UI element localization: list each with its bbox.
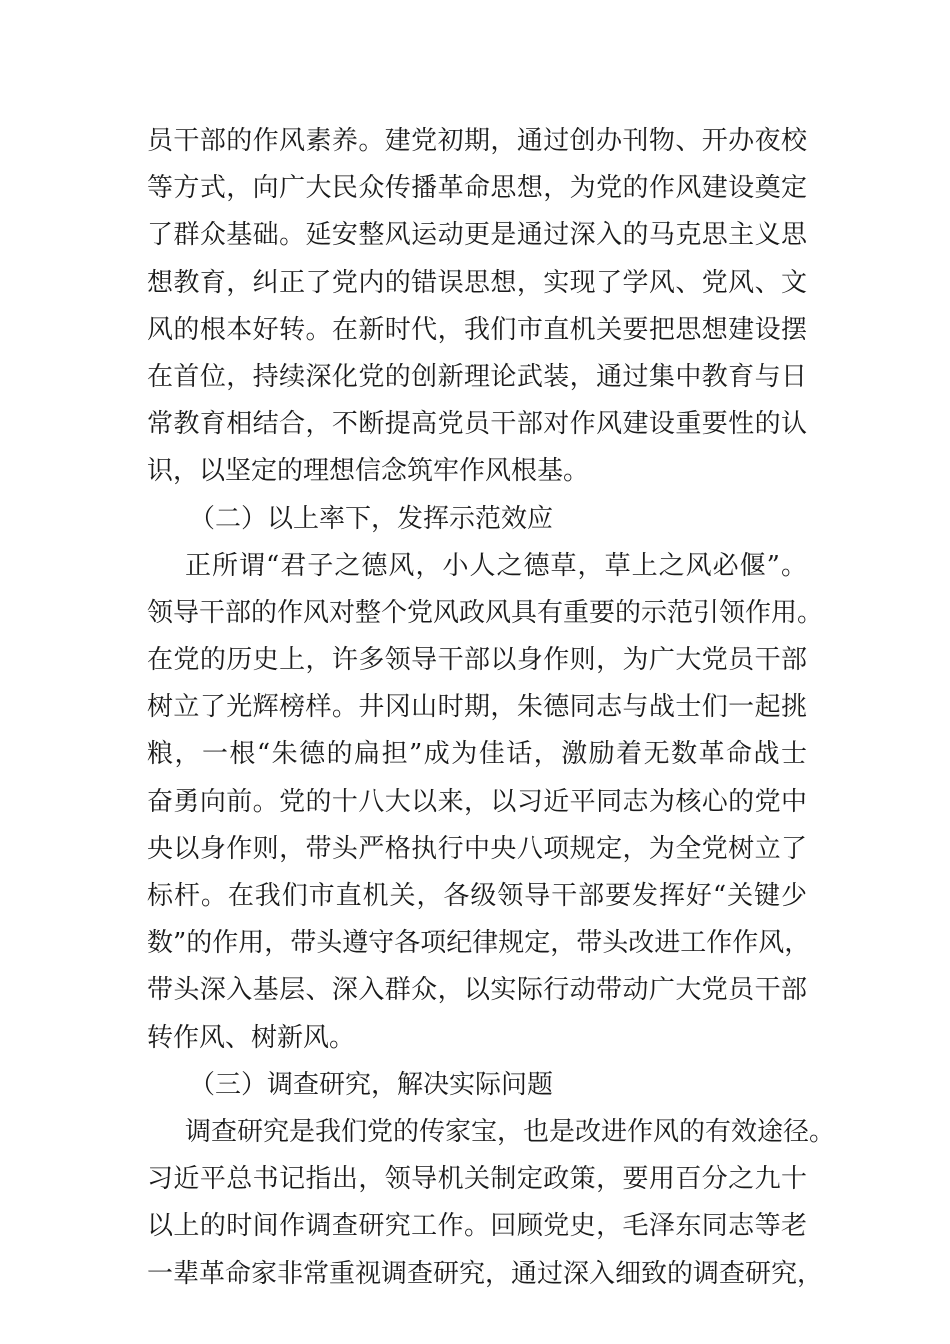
text-line: 带头深入基层、深入群众，以实际行动带动广大党员干部: [147, 975, 807, 1006]
text-line: 领导干部的作风对整个党风政风具有重要的示范引领作用。: [147, 597, 824, 628]
text-line: 识，以坚定的理想信念筑牢作风根基。: [147, 456, 590, 487]
text-line: 习近平总书记指出，领导机关制定政策，要用百分之九十: [147, 1164, 807, 1195]
text-line: 转作风、树新风。: [147, 1022, 356, 1053]
text-line: 标杆。在我们市直机关，各级领导干部要发挥好“关键少: [147, 881, 807, 911]
text-line: 以上的时间作调查研究工作。回顾党史，毛泽东同志等老: [147, 1211, 807, 1242]
section-heading: （二）以上率下，发挥示范效应: [189, 503, 554, 534]
text-line: 奋勇向前。党的十八大以来，以习近平同志为核心的党中: [147, 786, 807, 817]
section-heading: （三）调查研究，解决实际问题: [189, 1069, 554, 1100]
text-line: 想教育，纠正了党内的错误思想，实现了学风、党风、文: [147, 267, 807, 298]
text-line: 了群众基础。延安整风运动更是通过深入的马克思主义思: [147, 220, 807, 251]
text-line: 常教育相结合，不断提高党员干部对作风建设重要性的认: [147, 409, 807, 440]
text-line: 粮，一根“朱德的扁担”成为佳话，激励着无数革命战士: [147, 739, 807, 770]
text-line: 一辈革命家非常重视调查研究，通过深入细致的调查研究，: [147, 1258, 824, 1289]
text-line: 央以身作则，带头严格执行中央八项规定，为全党树立了: [147, 833, 807, 864]
text-line: 在首位，持续深化党的创新理论武装，通过集中教育与日: [147, 361, 807, 392]
document-body: [147, 118, 836, 1298]
text-line: 树立了光辉榜样。井冈山时期，朱德同志与战士们一起挑: [147, 692, 807, 723]
text-line: 等方式，向广大民众传播革命思想，为党的作风建设奠定: [147, 173, 807, 204]
text-line: 在党的历史上，许多领导干部以身作则，为广大党员干部: [147, 645, 807, 676]
text-line: 调查研究是我们党的传家宝，也是改进作风的有效途径。: [185, 1116, 836, 1147]
text-line: 数”的作用，带头遵守各项纪律规定，带头改进工作作风，: [147, 928, 811, 959]
text-line: 员干部的作风素养。建党初期，通过创办刊物、开办夜校: [147, 126, 807, 156]
text-line: 风的根本好转。在新时代，我们市直机关要把思想建设摆: [147, 314, 807, 345]
text-line: 正所谓“君子之德风，小人之德草，草上之风必偃”。: [185, 550, 807, 581]
